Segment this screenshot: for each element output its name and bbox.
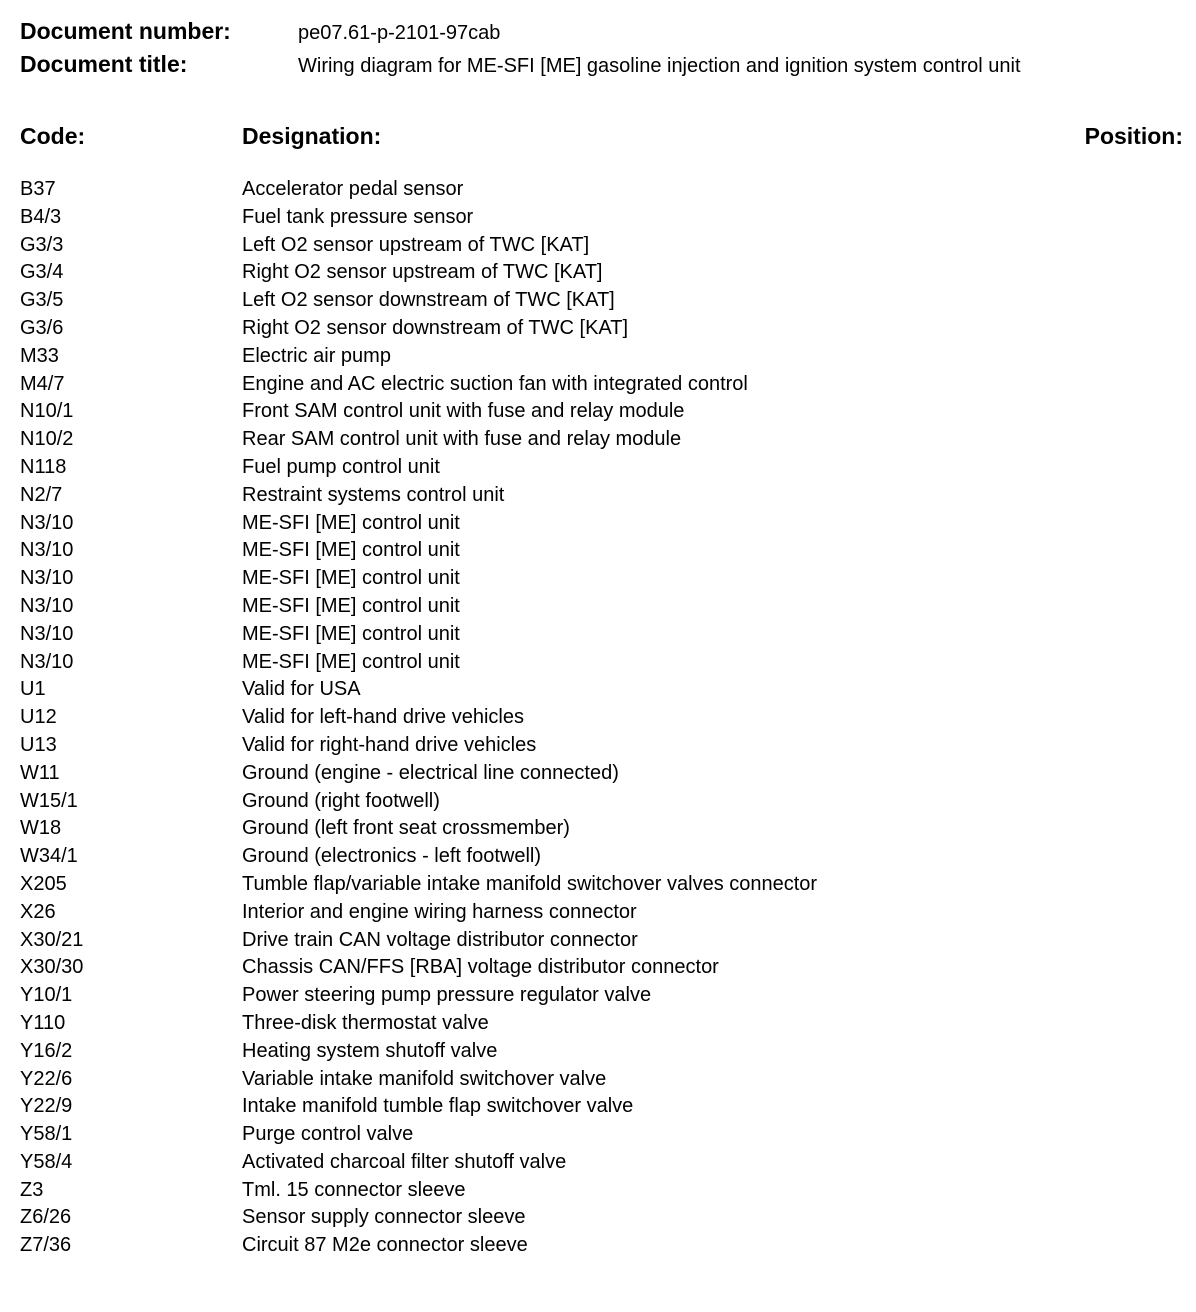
component-list [20, 176, 1180, 1260]
component-code: Y58/1 [20, 1123, 73, 1146]
document-number-row [20, 18, 1180, 51]
component-code: Y58/4 [20, 1150, 73, 1173]
component-row [20, 1093, 1180, 1121]
component-designation: ME-SFI [ME] control unit [242, 594, 460, 617]
component-row [20, 204, 1180, 232]
component-code: Z3 [20, 1178, 44, 1201]
component-designation: Ground (left front seat crossmember) [242, 817, 570, 840]
component-code: N3/10 [20, 567, 74, 590]
component-row [20, 371, 1180, 399]
component-row [20, 1121, 1180, 1149]
component-row [20, 454, 1180, 482]
component-row [20, 843, 1180, 871]
component-code: W34/1 [20, 845, 78, 868]
component-code: N3/10 [20, 594, 74, 617]
component-code: N10/2 [20, 428, 74, 451]
component-code: N118 [20, 455, 67, 478]
component-row [20, 593, 1180, 621]
component-row [20, 899, 1180, 927]
component-code: M4/7 [20, 372, 65, 395]
document-title-row [20, 51, 1180, 84]
component-row [20, 1010, 1180, 1038]
component-row [20, 259, 1180, 287]
component-row [20, 565, 1180, 593]
component-row [20, 788, 1180, 816]
component-code: W18 [20, 817, 62, 840]
component-row [20, 927, 1180, 955]
component-designation: Left O2 sensor downstream of TWC [KAT] [242, 289, 615, 312]
component-row [20, 398, 1180, 426]
component-code: G3/3 [20, 233, 64, 256]
component-code: N3/10 [20, 622, 74, 645]
component-designation: Valid for right-hand drive vehicles [242, 733, 537, 756]
component-code: G3/5 [20, 289, 64, 312]
component-code: U12 [20, 706, 57, 729]
component-code: X30/21 [20, 928, 84, 951]
component-row [20, 426, 1180, 454]
component-code: N3/10 [20, 539, 74, 562]
component-row [20, 982, 1180, 1010]
component-designation: ME-SFI [ME] control unit [242, 511, 460, 534]
component-designation: Sensor supply connector sleeve [242, 1206, 526, 1229]
component-designation: Engine and AC electric suction fan with integrated control [242, 372, 748, 395]
component-designation: Electric air pump [242, 344, 391, 367]
component-row [20, 343, 1180, 371]
designation-column-header: Designation: [242, 123, 382, 149]
component-code: B4/3 [20, 205, 62, 228]
component-row [20, 1204, 1180, 1232]
component-designation: Restraint systems control unit [242, 483, 505, 506]
component-designation: Tml. 15 connector sleeve [242, 1178, 466, 1201]
component-designation: ME-SFI [ME] control unit [242, 650, 460, 673]
document-title-value: Wiring diagram for ME-SFI [ME] gasoline injection and ignition system control unit [298, 55, 1021, 77]
component-row [20, 176, 1180, 204]
component-code: Y16/2 [20, 1039, 73, 1062]
component-row [20, 482, 1180, 510]
component-designation: ME-SFI [ME] control unit [242, 567, 460, 590]
component-designation: Left O2 sensor upstream of TWC [KAT] [242, 233, 590, 256]
component-row [20, 232, 1180, 260]
component-code: Z6/26 [20, 1206, 72, 1229]
component-row [20, 1066, 1180, 1094]
component-code: N10/1 [20, 400, 74, 423]
component-designation: Valid for left-hand drive vehicles [242, 706, 524, 729]
component-code: X205 [20, 872, 67, 895]
component-designation: ME-SFI [ME] control unit [242, 539, 460, 562]
component-row [20, 510, 1180, 538]
component-designation: Ground (electronics - left footwell) [242, 845, 542, 868]
column-headers [20, 123, 1183, 155]
component-code: Y10/1 [20, 984, 73, 1007]
component-designation: Ground (right footwell) [242, 789, 440, 812]
component-designation: Purge control valve [242, 1123, 414, 1146]
component-designation: Tumble flap/variable intake manifold switchover valves connector [242, 872, 818, 895]
component-row [20, 1149, 1180, 1177]
component-row [20, 1177, 1180, 1205]
component-row [20, 871, 1180, 899]
component-code: N3/10 [20, 511, 74, 534]
component-designation: Three-disk thermostat valve [242, 1011, 489, 1034]
component-designation: Valid for USA [242, 678, 361, 701]
component-designation: Variable intake manifold switchover valve [242, 1067, 607, 1090]
component-code: G3/6 [20, 316, 64, 339]
component-code: U13 [20, 733, 57, 756]
document-number-label: Document number: [20, 18, 231, 44]
document-header [20, 18, 1180, 84]
component-code: N2/7 [20, 483, 63, 506]
component-code: Y22/6 [20, 1067, 73, 1090]
component-designation: Heating system shutoff valve [242, 1039, 498, 1062]
component-code: Y22/9 [20, 1095, 73, 1118]
component-designation: Front SAM control unit with fuse and relay module [242, 400, 685, 423]
component-row [20, 287, 1180, 315]
component-code: X30/30 [20, 956, 84, 979]
component-designation: Right O2 sensor upstream of TWC [KAT] [242, 261, 603, 284]
component-row [20, 676, 1180, 704]
component-designation: Chassis CAN/FFS [RBA] voltage distributor connector [242, 956, 719, 979]
component-code: X26 [20, 900, 56, 923]
component-row [20, 1232, 1180, 1260]
component-code: M33 [20, 344, 59, 367]
component-row [20, 954, 1180, 982]
component-code: N3/10 [20, 650, 74, 673]
component-designation: Drive train CAN voltage distributor connector [242, 928, 638, 951]
component-code: W11 [20, 761, 60, 784]
component-designation: Right O2 sensor downstream of TWC [KAT] [242, 316, 629, 339]
component-row [20, 621, 1180, 649]
component-code: Z7/36 [20, 1234, 72, 1257]
document-title-label: Document title: [20, 51, 188, 77]
document-number-value: pe07.61-p-2101-97cab [298, 22, 501, 44]
component-code: B37 [20, 178, 56, 200]
component-row [20, 649, 1180, 677]
component-row [20, 704, 1180, 732]
component-designation: Rear SAM control unit with fuse and relay module [242, 428, 682, 451]
component-code: U1 [20, 678, 46, 701]
component-row [20, 315, 1180, 343]
component-designation: Circuit 87 M2e connector sleeve [242, 1234, 528, 1257]
component-designation: Interior and engine wiring harness connector [242, 900, 637, 923]
component-row [20, 815, 1180, 843]
component-designation: Ground (engine - electrical line connected) [242, 761, 619, 784]
component-designation: ME-SFI [ME] control unit [242, 622, 460, 645]
component-row [20, 537, 1180, 565]
component-code: Y110 [20, 1011, 66, 1034]
component-designation: Fuel pump control unit [242, 455, 440, 478]
component-row [20, 760, 1180, 788]
component-row [20, 1038, 1180, 1066]
component-designation: Intake manifold tumble flap switchover valve [242, 1095, 634, 1118]
code-column-header: Code: [20, 123, 86, 149]
component-designation: Activated charcoal filter shutoff valve [242, 1150, 567, 1173]
component-designation: Power steering pump pressure regulator valve [242, 984, 652, 1007]
position-column-header: Position: [1084, 123, 1183, 149]
component-code: W15/1 [20, 789, 78, 812]
component-designation: Fuel tank pressure sensor [242, 205, 474, 228]
component-code: G3/4 [20, 261, 64, 284]
component-row [20, 732, 1180, 760]
component-designation: Accelerator pedal sensor [242, 178, 464, 200]
